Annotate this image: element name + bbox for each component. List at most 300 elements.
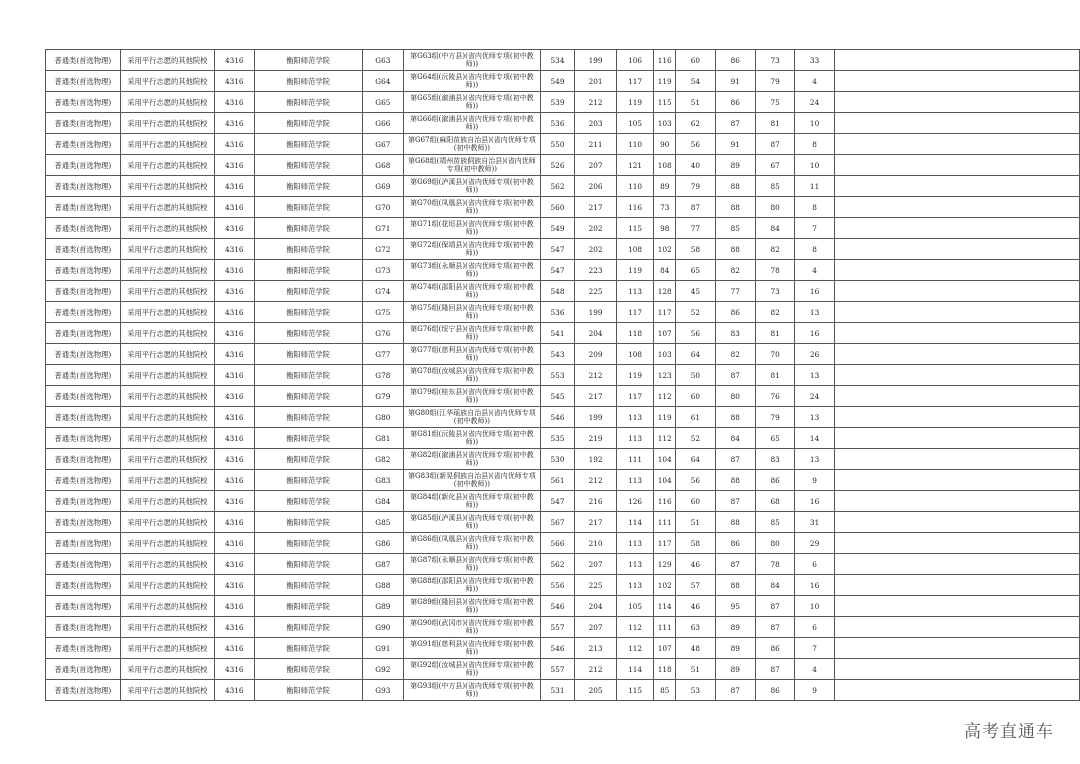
cell-math: 110 xyxy=(616,134,654,155)
table-row xyxy=(46,428,1080,449)
cell-math: 119 xyxy=(616,92,654,113)
cell-chinese: 207 xyxy=(575,617,616,638)
cell-elective-1: 87 xyxy=(715,491,755,512)
cell-batch: 采用平行志愿的其他院校 xyxy=(120,407,214,428)
cell-plan-count: 10 xyxy=(795,596,834,617)
cell-group-name: 第G64组(沅陵县)(省内优师专项(初中教师)) xyxy=(404,71,541,92)
cell-remark xyxy=(834,113,1079,134)
cell-plan-count: 4 xyxy=(795,260,834,281)
cell-batch: 采用平行志愿的其他院校 xyxy=(120,302,214,323)
table-row xyxy=(46,155,1080,176)
cell-category: 普通类(首选物理) xyxy=(46,176,121,197)
cell-elective-1: 80 xyxy=(715,386,755,407)
cell-plan-count: 6 xyxy=(795,617,834,638)
admission-scores-table xyxy=(45,49,1080,701)
cell-group-code: G77 xyxy=(362,344,403,365)
cell-elective-2: 79 xyxy=(755,407,794,428)
cell-elective-2: 86 xyxy=(755,470,794,491)
cell-elective-2: 87 xyxy=(755,134,794,155)
cell-group-name: 第G78组(汝城县)(省内优师专项(初中教师)) xyxy=(404,365,541,386)
cell-group-code: G91 xyxy=(362,638,403,659)
cell-batch: 采用平行志愿的其他院校 xyxy=(120,554,214,575)
cell-remark xyxy=(834,176,1079,197)
cell-school-code: 4316 xyxy=(214,218,254,239)
cell-school-name: 衡阳师范学院 xyxy=(254,491,362,512)
cell-elective-2: 86 xyxy=(755,638,794,659)
cell-min-score: 547 xyxy=(540,491,575,512)
cell-school-code: 4316 xyxy=(214,617,254,638)
cell-chinese: 212 xyxy=(575,92,616,113)
cell-group-code: G69 xyxy=(362,176,403,197)
cell-elective-1: 87 xyxy=(715,113,755,134)
cell-school-name: 衡阳师范学院 xyxy=(254,407,362,428)
cell-foreign-lang: 112 xyxy=(654,428,676,449)
cell-school-name: 衡阳师范学院 xyxy=(254,470,362,491)
cell-chinese: 204 xyxy=(575,323,616,344)
cell-group-code: G65 xyxy=(362,92,403,113)
cell-remark xyxy=(834,197,1079,218)
cell-elective-1: 87 xyxy=(715,680,755,701)
cell-elective-2: 75 xyxy=(755,92,794,113)
cell-min-score: 545 xyxy=(540,386,575,407)
cell-school-code: 4316 xyxy=(214,323,254,344)
cell-category: 普通类(首选物理) xyxy=(46,281,121,302)
cell-group-code: G93 xyxy=(362,680,403,701)
cell-elective-2: 78 xyxy=(755,554,794,575)
cell-chinese: 192 xyxy=(575,449,616,470)
cell-chinese: 225 xyxy=(575,281,616,302)
cell-chinese: 202 xyxy=(575,218,616,239)
cell-min-score: 543 xyxy=(540,344,575,365)
cell-school-name: 衡阳师范学院 xyxy=(254,449,362,470)
cell-batch: 采用平行志愿的其他院校 xyxy=(120,218,214,239)
cell-elective-2: 87 xyxy=(755,596,794,617)
cell-plan-count: 9 xyxy=(795,470,834,491)
cell-batch: 采用平行志愿的其他院校 xyxy=(120,92,214,113)
cell-school-code: 4316 xyxy=(214,302,254,323)
cell-school-name: 衡阳师范学院 xyxy=(254,239,362,260)
cell-math: 105 xyxy=(616,596,654,617)
cell-physics: 51 xyxy=(676,512,715,533)
cell-foreign-lang: 111 xyxy=(654,617,676,638)
cell-elective-1: 88 xyxy=(715,512,755,533)
cell-batch: 采用平行志愿的其他院校 xyxy=(120,197,214,218)
table-row xyxy=(46,218,1080,239)
cell-physics: 57 xyxy=(676,575,715,596)
cell-remark xyxy=(834,470,1079,491)
cell-plan-count: 8 xyxy=(795,134,834,155)
cell-remark xyxy=(834,260,1079,281)
cell-math: 110 xyxy=(616,176,654,197)
table-row xyxy=(46,50,1080,71)
cell-plan-count: 29 xyxy=(795,533,834,554)
cell-group-code: G68 xyxy=(362,155,403,176)
cell-foreign-lang: 73 xyxy=(654,197,676,218)
cell-elective-2: 84 xyxy=(755,575,794,596)
cell-math: 113 xyxy=(616,428,654,449)
cell-plan-count: 16 xyxy=(795,575,834,596)
cell-foreign-lang: 116 xyxy=(654,50,676,71)
cell-group-code: G63 xyxy=(362,50,403,71)
cell-batch: 采用平行志愿的其他院校 xyxy=(120,659,214,680)
cell-plan-count: 16 xyxy=(795,281,834,302)
table-row xyxy=(46,533,1080,554)
cell-plan-count: 7 xyxy=(795,218,834,239)
cell-math: 119 xyxy=(616,365,654,386)
cell-school-code: 4316 xyxy=(214,281,254,302)
cell-chinese: 217 xyxy=(575,512,616,533)
cell-category: 普通类(首选物理) xyxy=(46,512,121,533)
cell-category: 普通类(首选物理) xyxy=(46,50,121,71)
cell-chinese: 199 xyxy=(575,50,616,71)
cell-foreign-lang: 123 xyxy=(654,365,676,386)
cell-school-name: 衡阳师范学院 xyxy=(254,176,362,197)
cell-school-code: 4316 xyxy=(214,197,254,218)
cell-remark xyxy=(834,239,1079,260)
table-row xyxy=(46,113,1080,134)
cell-elective-1: 91 xyxy=(715,134,755,155)
cell-elective-2: 87 xyxy=(755,617,794,638)
cell-chinese: 201 xyxy=(575,71,616,92)
table-row xyxy=(46,554,1080,575)
cell-plan-count: 33 xyxy=(795,50,834,71)
cell-category: 普通类(首选物理) xyxy=(46,239,121,260)
cell-chinese: 219 xyxy=(575,428,616,449)
cell-group-name: 第G82组(溆浦县)(省内优师专项(初中教师)) xyxy=(404,449,541,470)
cell-category: 普通类(首选物理) xyxy=(46,71,121,92)
cell-school-name: 衡阳师范学院 xyxy=(254,281,362,302)
cell-batch: 采用平行志愿的其他院校 xyxy=(120,512,214,533)
cell-plan-count: 13 xyxy=(795,365,834,386)
cell-physics: 48 xyxy=(676,638,715,659)
cell-group-code: G80 xyxy=(362,407,403,428)
cell-school-code: 4316 xyxy=(214,92,254,113)
cell-school-name: 衡阳师范学院 xyxy=(254,113,362,134)
cell-group-code: G82 xyxy=(362,449,403,470)
cell-math: 114 xyxy=(616,512,654,533)
cell-school-name: 衡阳师范学院 xyxy=(254,554,362,575)
cell-foreign-lang: 89 xyxy=(654,176,676,197)
cell-physics: 46 xyxy=(676,554,715,575)
cell-elective-1: 89 xyxy=(715,638,755,659)
cell-elective-1: 88 xyxy=(715,470,755,491)
cell-min-score: 556 xyxy=(540,575,575,596)
cell-group-code: G87 xyxy=(362,554,403,575)
table-row xyxy=(46,512,1080,533)
cell-school-code: 4316 xyxy=(214,428,254,449)
cell-school-code: 4316 xyxy=(214,260,254,281)
cell-elective-2: 81 xyxy=(755,323,794,344)
cell-physics: 56 xyxy=(676,134,715,155)
cell-math: 111 xyxy=(616,449,654,470)
cell-chinese: 205 xyxy=(575,680,616,701)
cell-school-name: 衡阳师范学院 xyxy=(254,260,362,281)
cell-category: 普通类(首选物理) xyxy=(46,365,121,386)
cell-elective-1: 88 xyxy=(715,176,755,197)
admission-table-sheet xyxy=(45,49,1080,701)
table-row xyxy=(46,92,1080,113)
cell-elective-1: 89 xyxy=(715,617,755,638)
cell-category: 普通类(首选物理) xyxy=(46,260,121,281)
cell-group-code: G66 xyxy=(362,113,403,134)
cell-group-name: 第G89组(隆回县)(省内优师专项(初中教师)) xyxy=(404,596,541,617)
cell-chinese: 199 xyxy=(575,407,616,428)
cell-school-name: 衡阳师范学院 xyxy=(254,617,362,638)
cell-remark xyxy=(834,659,1079,680)
cell-remark xyxy=(834,281,1079,302)
cell-group-name: 第G77组(慈利县)(省内优师专项(初中教师)) xyxy=(404,344,541,365)
cell-min-score: 534 xyxy=(540,50,575,71)
cell-plan-count: 8 xyxy=(795,239,834,260)
cell-plan-count: 4 xyxy=(795,659,834,680)
table-row xyxy=(46,617,1080,638)
cell-group-code: G73 xyxy=(362,260,403,281)
cell-min-score: 530 xyxy=(540,449,575,470)
cell-physics: 53 xyxy=(676,680,715,701)
cell-remark xyxy=(834,638,1079,659)
cell-plan-count: 31 xyxy=(795,512,834,533)
cell-school-code: 4316 xyxy=(214,512,254,533)
cell-school-name: 衡阳师范学院 xyxy=(254,512,362,533)
cell-group-name: 第G76组(绥宁县)(省内优师专项(初中教师)) xyxy=(404,323,541,344)
cell-elective-1: 83 xyxy=(715,323,755,344)
cell-min-score: 567 xyxy=(540,512,575,533)
cell-min-score: 562 xyxy=(540,176,575,197)
cell-group-name: 第G63组(中方县)(省内优师专项(初中教师)) xyxy=(404,50,541,71)
cell-school-name: 衡阳师范学院 xyxy=(254,134,362,155)
cell-remark xyxy=(834,50,1079,71)
cell-school-name: 衡阳师范学院 xyxy=(254,197,362,218)
cell-batch: 采用平行志愿的其他院校 xyxy=(120,617,214,638)
cell-school-code: 4316 xyxy=(214,113,254,134)
cell-foreign-lang: 107 xyxy=(654,323,676,344)
cell-batch: 采用平行志愿的其他院校 xyxy=(120,491,214,512)
cell-group-code: G83 xyxy=(362,470,403,491)
cell-elective-2: 68 xyxy=(755,491,794,512)
cell-category: 普通类(首选物理) xyxy=(46,470,121,491)
cell-foreign-lang: 129 xyxy=(654,554,676,575)
cell-remark xyxy=(834,365,1079,386)
table-row xyxy=(46,344,1080,365)
cell-remark xyxy=(834,71,1079,92)
cell-math: 112 xyxy=(616,617,654,638)
table-row xyxy=(46,575,1080,596)
cell-school-code: 4316 xyxy=(214,386,254,407)
cell-foreign-lang: 102 xyxy=(654,575,676,596)
cell-physics: 61 xyxy=(676,407,715,428)
cell-plan-count: 13 xyxy=(795,449,834,470)
cell-elective-2: 87 xyxy=(755,659,794,680)
cell-group-name: 第G70组(凤凰县)(省内优师专项(初中教师)) xyxy=(404,197,541,218)
cell-remark xyxy=(834,596,1079,617)
cell-category: 普通类(首选物理) xyxy=(46,533,121,554)
cell-plan-count: 14 xyxy=(795,428,834,449)
cell-chinese: 217 xyxy=(575,386,616,407)
cell-plan-count: 6 xyxy=(795,554,834,575)
cell-foreign-lang: 108 xyxy=(654,155,676,176)
cell-group-name: 第G86组(凤凰县)(省内优师专项(初中教师)) xyxy=(404,533,541,554)
cell-elective-1: 88 xyxy=(715,239,755,260)
cell-group-code: G81 xyxy=(362,428,403,449)
table-row xyxy=(46,596,1080,617)
cell-batch: 采用平行志愿的其他院校 xyxy=(120,176,214,197)
cell-plan-count: 10 xyxy=(795,113,834,134)
cell-group-code: G88 xyxy=(362,575,403,596)
cell-batch: 采用平行志愿的其他院校 xyxy=(120,596,214,617)
cell-plan-count: 11 xyxy=(795,176,834,197)
cell-elective-2: 83 xyxy=(755,449,794,470)
cell-group-name: 第G73组(永顺县)(省内优师专项(初中教师)) xyxy=(404,260,541,281)
cell-physics: 63 xyxy=(676,617,715,638)
cell-school-code: 4316 xyxy=(214,554,254,575)
cell-chinese: 204 xyxy=(575,596,616,617)
cell-physics: 40 xyxy=(676,155,715,176)
cell-elective-2: 73 xyxy=(755,281,794,302)
cell-chinese: 225 xyxy=(575,575,616,596)
cell-math: 113 xyxy=(616,575,654,596)
cell-group-code: G78 xyxy=(362,365,403,386)
cell-foreign-lang: 85 xyxy=(654,680,676,701)
cell-school-name: 衡阳师范学院 xyxy=(254,302,362,323)
cell-physics: 51 xyxy=(676,92,715,113)
cell-category: 普通类(首选物理) xyxy=(46,596,121,617)
cell-category: 普通类(首选物理) xyxy=(46,92,121,113)
cell-math: 116 xyxy=(616,197,654,218)
cell-elective-1: 88 xyxy=(715,407,755,428)
cell-foreign-lang: 119 xyxy=(654,71,676,92)
cell-chinese: 203 xyxy=(575,113,616,134)
cell-group-code: G74 xyxy=(362,281,403,302)
cell-category: 普通类(首选物理) xyxy=(46,638,121,659)
cell-school-code: 4316 xyxy=(214,365,254,386)
table-row xyxy=(46,386,1080,407)
cell-min-score: 536 xyxy=(540,113,575,134)
cell-school-code: 4316 xyxy=(214,449,254,470)
cell-chinese: 223 xyxy=(575,260,616,281)
cell-category: 普通类(首选物理) xyxy=(46,113,121,134)
cell-elective-1: 86 xyxy=(715,92,755,113)
cell-math: 105 xyxy=(616,113,654,134)
table-row xyxy=(46,197,1080,218)
cell-remark xyxy=(834,512,1079,533)
cell-physics: 51 xyxy=(676,659,715,680)
cell-school-name: 衡阳师范学院 xyxy=(254,596,362,617)
cell-elective-1: 89 xyxy=(715,659,755,680)
cell-remark xyxy=(834,554,1079,575)
cell-min-score: 557 xyxy=(540,659,575,680)
cell-math: 113 xyxy=(616,533,654,554)
cell-min-score: 549 xyxy=(540,71,575,92)
cell-school-name: 衡阳师范学院 xyxy=(254,638,362,659)
cell-min-score: 550 xyxy=(540,134,575,155)
cell-physics: 56 xyxy=(676,470,715,491)
cell-min-score: 547 xyxy=(540,239,575,260)
cell-math: 108 xyxy=(616,239,654,260)
cell-batch: 采用平行志愿的其他院校 xyxy=(120,113,214,134)
cell-plan-count: 16 xyxy=(795,491,834,512)
cell-group-code: G86 xyxy=(362,533,403,554)
cell-batch: 采用平行志愿的其他院校 xyxy=(120,71,214,92)
cell-category: 普通类(首选物理) xyxy=(46,134,121,155)
cell-group-name: 第G91组(慈利县)(省内优师专项(初中教师)) xyxy=(404,638,541,659)
cell-elective-1: 91 xyxy=(715,71,755,92)
cell-remark xyxy=(834,344,1079,365)
cell-group-name: 第G85组(泸溪县)(省内优师专项(初中教师)) xyxy=(404,512,541,533)
cell-plan-count: 24 xyxy=(795,386,834,407)
cell-physics: 56 xyxy=(676,323,715,344)
cell-elective-2: 65 xyxy=(755,428,794,449)
cell-remark xyxy=(834,302,1079,323)
cell-group-code: G75 xyxy=(362,302,403,323)
cell-group-code: G70 xyxy=(362,197,403,218)
cell-math: 117 xyxy=(616,386,654,407)
cell-plan-count: 7 xyxy=(795,638,834,659)
cell-elective-2: 84 xyxy=(755,218,794,239)
cell-foreign-lang: 103 xyxy=(654,113,676,134)
cell-batch: 采用平行志愿的其他院校 xyxy=(120,323,214,344)
cell-school-name: 衡阳师范学院 xyxy=(254,50,362,71)
cell-foreign-lang: 118 xyxy=(654,659,676,680)
cell-group-name: 第G80组(江华瑶族自治县)(省内优师专项(初中教师)) xyxy=(404,407,541,428)
cell-foreign-lang: 117 xyxy=(654,302,676,323)
cell-elective-2: 78 xyxy=(755,260,794,281)
cell-batch: 采用平行志愿的其他院校 xyxy=(120,470,214,491)
table-row xyxy=(46,134,1080,155)
cell-min-score: 541 xyxy=(540,323,575,344)
cell-elective-2: 76 xyxy=(755,386,794,407)
cell-chinese: 213 xyxy=(575,638,616,659)
cell-chinese: 217 xyxy=(575,197,616,218)
cell-elective-1: 87 xyxy=(715,554,755,575)
cell-batch: 采用平行志愿的其他院校 xyxy=(120,638,214,659)
cell-school-code: 4316 xyxy=(214,659,254,680)
cell-batch: 采用平行志愿的其他院校 xyxy=(120,386,214,407)
cell-group-code: G85 xyxy=(362,512,403,533)
cell-min-score: 531 xyxy=(540,680,575,701)
cell-remark xyxy=(834,407,1079,428)
cell-math: 115 xyxy=(616,680,654,701)
cell-school-name: 衡阳师范学院 xyxy=(254,428,362,449)
cell-school-code: 4316 xyxy=(214,344,254,365)
cell-batch: 采用平行志愿的其他院校 xyxy=(120,680,214,701)
cell-batch: 采用平行志愿的其他院校 xyxy=(120,155,214,176)
cell-elective-1: 85 xyxy=(715,218,755,239)
table-row xyxy=(46,638,1080,659)
cell-min-score: 561 xyxy=(540,470,575,491)
cell-physics: 60 xyxy=(676,491,715,512)
cell-elective-2: 81 xyxy=(755,113,794,134)
cell-elective-2: 67 xyxy=(755,155,794,176)
cell-physics: 79 xyxy=(676,176,715,197)
cell-elective-1: 87 xyxy=(715,449,755,470)
cell-elective-1: 87 xyxy=(715,365,755,386)
cell-foreign-lang: 116 xyxy=(654,491,676,512)
table-row xyxy=(46,176,1080,197)
cell-group-name: 第G84组(新化县)(省内优师专项(初中教师)) xyxy=(404,491,541,512)
cell-remark xyxy=(834,533,1079,554)
table-row xyxy=(46,491,1080,512)
table-row xyxy=(46,239,1080,260)
cell-school-code: 4316 xyxy=(214,596,254,617)
cell-remark xyxy=(834,155,1079,176)
cell-math: 121 xyxy=(616,155,654,176)
cell-math: 114 xyxy=(616,659,654,680)
cell-elective-2: 81 xyxy=(755,365,794,386)
cell-category: 普通类(首选物理) xyxy=(46,659,121,680)
cell-category: 普通类(首选物理) xyxy=(46,218,121,239)
cell-school-code: 4316 xyxy=(214,533,254,554)
cell-group-code: G90 xyxy=(362,617,403,638)
